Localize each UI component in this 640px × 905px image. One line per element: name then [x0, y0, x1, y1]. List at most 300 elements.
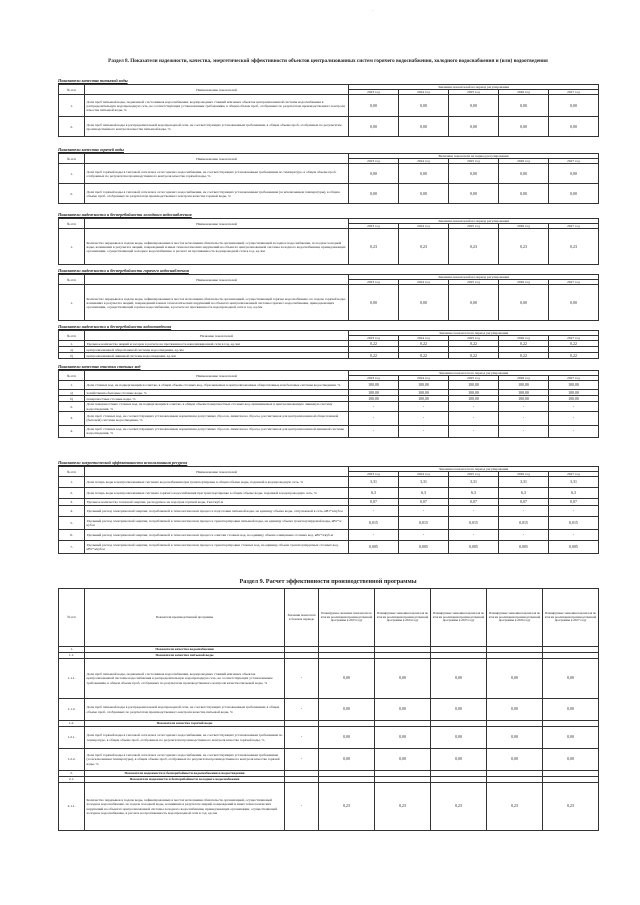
section9-title: Раздел 9. Расчет эффективности производственной программы: [239, 578, 417, 585]
year-header: 2024 год: [399, 159, 449, 164]
row-value: 100,00: [349, 396, 399, 402]
row-value: 0,00: [431, 727, 487, 749]
row-value: 100,00: [499, 381, 549, 390]
row-value: -: [449, 530, 499, 541]
table-row: [59, 381, 599, 390]
row-number: 1.: [59, 381, 85, 390]
table-row: [59, 95, 599, 117]
table-sewerage-reliability: [58, 330, 599, 359]
row-value: 0,00: [543, 659, 599, 699]
section-name: Показатели надежности и бесперебойности водоснабжения и водоотведения: [85, 771, 285, 777]
num-header: № п/п: [59, 85, 85, 95]
row-value: 0,005: [399, 541, 449, 554]
t3-heading: Показатели надежности и бесперебойности холодного водоснабжения: [58, 212, 192, 217]
header-y2023: Планируемое значение показателя по итогам реализации производственной программы в 2023 году: [319, 589, 375, 647]
base-value: -: [285, 783, 319, 831]
row-value: 0,22: [399, 341, 449, 347]
row-number: 1.: [59, 164, 85, 184]
row-value: -: [549, 411, 599, 425]
year-header: 2024 год: [399, 376, 449, 381]
period-header: Значения показателя на период регулирования: [349, 467, 599, 472]
row-name: Доля проб питьевой воды, подаваемой с источников водоснабжения, водопроводных станций или иных объектов централизованной системы водоснабжения в распределительную водопроводную сеть, не соответствующих установленным требованиям, в общем объеме проб, отобранных по результатам производственного контроля качества питьевой воды, %: [85, 95, 349, 117]
row-number: 3.: [59, 499, 85, 506]
row-value: -: [399, 425, 449, 437]
year-header: 2025 год: [449, 90, 499, 95]
year-header: 2026 год: [499, 376, 549, 381]
row-name: Доля проб горячей воды в тепловой сети или в сети горячего водоснабжения, не соответствующих установленным требованиям (за исключением температуры), в общем объеме проб, отобранных по результатам производственного контроля качества горячей воды, %: [85, 749, 285, 771]
row-value: 0,00: [375, 727, 431, 749]
table-hot-water-reliability: [58, 274, 599, 321]
row-value: 0,23: [487, 783, 543, 831]
header-y2026: Планируемые значения показателя по итогам реализации производственной программы в 2026 году: [487, 589, 543, 647]
row-number: 2.: [59, 184, 85, 204]
row-value: 0,07: [399, 499, 449, 506]
year-header: 2026 год: [499, 280, 549, 285]
row-number: 2.: [59, 771, 85, 777]
row-value: -: [399, 530, 449, 541]
row-value: -: [349, 411, 399, 425]
row-value: 0,00: [487, 749, 543, 771]
row-value: -: [349, 530, 399, 541]
row-number: 2.1.1.: [59, 783, 85, 831]
row-value: 0,23: [319, 783, 375, 831]
row-value: 100,00: [399, 381, 449, 390]
row-value: 6,3: [499, 488, 549, 499]
row-value: 0,00: [449, 285, 499, 321]
row-number: б): [59, 353, 85, 359]
table-row: [59, 425, 599, 437]
row-value: 3,31: [349, 477, 399, 488]
row-value: 0,22: [549, 341, 599, 347]
section-name: Показатели качества горячей воды: [85, 721, 285, 727]
row-name: Доля проб сточных вод, не соответствующих установленным нормативам допустимых сбросов, лимитам на сбросы, рассчитанная для централизованной ливневой системы водоотведения, %: [85, 425, 349, 437]
row-value: 0,23: [431, 783, 487, 831]
row-name: Доля потерь воды в централизованных системах горячего водоснабжения при транспортировке в общем объеме воды, поданной в водопроводную сеть, %: [85, 488, 349, 499]
row-value: -: [499, 411, 549, 425]
year-header: 2023 год: [349, 336, 399, 341]
table-row: [59, 117, 599, 137]
row-name: Удельный расход электрической энергии, потребляемой в технологическом процессе очистки сточных вод, на единицу объема очищаемых сточных вод, кВт*ч/куб.м: [85, 530, 349, 541]
year-header: 2023 год: [349, 90, 399, 95]
name-header: Наименование показателей: [85, 85, 349, 95]
section-name: Показатели качества водоснабжения: [85, 647, 285, 653]
row-value: -: [449, 506, 499, 517]
row-value: 100,00: [349, 390, 399, 396]
table-row: [59, 506, 599, 517]
year-header: 2027 год: [549, 376, 599, 381]
header-y2025: Планируемые значения показателя по итогам реализации производственной программы в 2025 году: [431, 589, 487, 647]
table-row: [59, 530, 599, 541]
table-row: [59, 229, 599, 265]
row-value: 0,00: [349, 117, 399, 137]
table-row: [59, 411, 599, 425]
row-number: 3.: [59, 411, 85, 425]
table-row: [59, 285, 599, 321]
row-value: 0,22: [449, 341, 499, 347]
name-header: Наименование показателей: [85, 467, 349, 477]
row-value: 0,22: [349, 353, 399, 359]
row-value: 0,23: [375, 783, 431, 831]
row-value: 0,00: [431, 749, 487, 771]
row-value: 0,00: [499, 164, 549, 184]
row-number: 6.: [59, 530, 85, 541]
row-number: 4.: [59, 425, 85, 437]
row-value: 0,22: [499, 353, 549, 359]
row-name: централизованной ливневой системы водоотведения, ед./км: [85, 353, 349, 359]
year-header: 2027 год: [549, 159, 599, 164]
table-row: [59, 517, 599, 530]
period-header: Величина показателя на период регулирования: [349, 154, 599, 159]
row-value: 0,005: [349, 541, 399, 554]
table-wastewater-treatment: [58, 370, 599, 438]
year-header: 2027 год: [549, 472, 599, 477]
year-header: 2025 год: [449, 159, 499, 164]
row-value: -: [349, 425, 399, 437]
scan-mark: ·: [372, 8, 374, 13]
row-value: 0,00: [449, 117, 499, 137]
row-value: 0,00: [543, 727, 599, 749]
row-value: -: [549, 425, 599, 437]
row-number: 1.2.1.: [59, 727, 85, 749]
base-value: -: [285, 659, 319, 699]
row-name: Доля проб питьевой воды в распределительной водопроводной сети, не соответствующих установленным требованиям, в общем объеме проб, отобранных по результатам производственного контроля качества питьевой воды, %: [85, 117, 349, 137]
name-header: Наименование показателей: [85, 219, 349, 229]
row-value: -: [549, 530, 599, 541]
row-value: 0,07: [349, 499, 399, 506]
table-row: [59, 499, 599, 506]
name-header: Наименование показателей: [85, 275, 349, 285]
row-value: 100,00: [499, 396, 549, 402]
row-value: 6,3: [349, 488, 399, 499]
row-number: 1.: [59, 229, 85, 265]
row-value: -: [499, 506, 549, 517]
table-row: [59, 659, 599, 699]
row-value: 0,00: [487, 659, 543, 699]
name-header: Наименование показателей: [85, 371, 349, 381]
row-value: -: [499, 530, 549, 541]
row-number: 1.1.1.: [59, 659, 85, 699]
period-header: Значения показателей на период регулирования: [349, 85, 599, 90]
table-row: [59, 488, 599, 499]
row-value: 0,00: [375, 659, 431, 699]
row-number: 4.: [59, 506, 85, 517]
row-number: 2.: [59, 117, 85, 137]
row-value: 0,00: [349, 164, 399, 184]
t4-heading: Показатели надежности и бесперебойности горячего водоснабжения: [58, 268, 189, 273]
row-value: 0,015: [449, 517, 499, 530]
row-name: Количество перерывов в подаче воды, зафиксированных в местах исполнения обязательств организацией, осуществляющей холодное водоснабжение, по подаче холодной воды, возникших в результате аварий, повреждений и иных технологических нарушений на объектах централизованной системы холодного водоснабжения, принадлежащих организации, осуществляющей холодное водоснабжение, в расчете на протяженность водопроводной сети в год, ед./км: [85, 229, 349, 265]
row-value: 0,23: [399, 229, 449, 265]
table-drinking-water-quality: [58, 84, 599, 137]
year-header: 2027 год: [549, 90, 599, 95]
row-value: -: [449, 411, 499, 425]
year-header: 2026 год: [499, 472, 549, 477]
row-value: 0,23: [549, 229, 599, 265]
row-value: -: [449, 425, 499, 437]
header-y2024: Планируемые значения показателя по итогам реализации производственной программы в 2024 году: [375, 589, 431, 647]
t6-heading: Показатели качества очистки сточных вод: [58, 364, 141, 369]
year-header: 2024 год: [399, 90, 449, 95]
row-value: 0,00: [549, 285, 599, 321]
row-value: -: [349, 402, 399, 411]
row-number: 1.2.: [59, 721, 85, 727]
row-value: 0,005: [449, 541, 499, 554]
header-base: Значения показателя в базовом периоде: [285, 589, 319, 647]
t7-heading: Показатели энергетической эффективности использования ресурсов: [58, 460, 188, 465]
row-number: 1.: [59, 95, 85, 117]
row-value: -: [499, 425, 549, 437]
row-value: -: [399, 411, 449, 425]
table-row: [59, 783, 599, 831]
row-value: 0,00: [319, 727, 375, 749]
row-name: Доля проб горячей воды в тепловой сети или в сети горячего водоснабжения, не соответствующих установленным требованиям (за исключением температуры), в общем объеме проб, отобранных по результатам производственного контроля качества горячей воды, %: [85, 184, 349, 204]
year-header: 2023 год: [349, 159, 399, 164]
year-header: 2024 год: [399, 336, 449, 341]
row-value: 0,00: [543, 699, 599, 721]
row-value: -: [449, 402, 499, 411]
row-value: 6,3: [449, 488, 499, 499]
year-header: 2026 год: [499, 336, 549, 341]
row-value: 0,00: [549, 117, 599, 137]
row-value: 0,00: [319, 659, 375, 699]
row-name: Доля проб питьевой воды в распределительной водопроводной сети, не соответствующих установленным требованиям, в общем объеме проб, отобранных по результатам производственного контроля качества питьевой воды, %: [85, 699, 285, 721]
year-header: 2023 год: [349, 376, 399, 381]
row-value: 0,07: [549, 499, 599, 506]
table-row: [59, 749, 599, 771]
t2-heading: Показатели качества горячей воды: [58, 147, 124, 152]
year-header: 2025 год: [449, 280, 499, 285]
row-value: 0,00: [349, 184, 399, 204]
year-header: 2025 год: [449, 472, 499, 477]
year-header: 2025 год: [449, 224, 499, 229]
row-name: Удельное количество тепловой энергии, расходуемое на подогрев горячей воды, Гкал/куб.м: [85, 499, 349, 506]
row-value: 0,22: [449, 353, 499, 359]
row-name: Доля проб питьевой воды, подаваемой с источников водоснабжения, водопроводных станций или иных объектов централизованной системы водоснабжения в распределительную водопроводную сеть, не соответствующих установленным требованиям, в общем объеме проб, отобранных по результатам производственного контроля качества питьевой воды, %: [85, 659, 285, 699]
num-header: № п/п: [59, 467, 85, 477]
row-value: 6,3: [549, 488, 599, 499]
row-name: поверхностные сточные воды, %: [85, 396, 349, 402]
row-name: централизованной общесплавной системы водоотведения, ед./км: [85, 347, 349, 353]
base-value: -: [285, 727, 319, 749]
base-value: -: [285, 749, 319, 771]
row-value: 0,00: [499, 117, 549, 137]
row-number: 1.: [59, 285, 85, 321]
year-header: 2023 год: [349, 280, 399, 285]
year-header: 2023 год: [349, 472, 399, 477]
year-header: 2027 год: [549, 336, 599, 341]
year-header: 2025 год: [449, 376, 499, 381]
row-value: 0,005: [499, 541, 549, 554]
row-value: 0,00: [549, 184, 599, 204]
row-value: 0,22: [499, 341, 549, 347]
period-header: Значения показателей на период регулирования: [349, 275, 599, 280]
year-header: 2023 год: [349, 224, 399, 229]
row-value: 0,00: [499, 184, 549, 204]
row-value: 0,00: [399, 164, 449, 184]
row-value: 0,00: [399, 95, 449, 117]
row-name: Количество перерывов в подаче воды, зафиксированных в местах исполнения обязательств организацией, осуществляющей горячее водоснабжение, по подаче горячей воды, возникших в результате аварий, повреждений и иных технологических нарушений на объектах централизованной системы горячего водоснабжения, принадлежащих организации, осуществляющей горячее водоснабжение, в расчете на протяженность водопроводной сети в год, ед./км: [85, 285, 349, 321]
period-header: Значения показателей на период регулирования: [349, 219, 599, 224]
row-value: -: [399, 402, 449, 411]
row-name: Количество перерывов в подаче воды, зафиксированных в местах исполнения обязательств организацией, осуществляющей холодное водоснабжение, по подаче холодной воды, возникших в результате аварий, повреждений и иных технологических нарушений на объектах централизованной системы холодного водоснабжения, принадлежащих организации, осуществляющей холодное водоснабжение, в расчете на протяженность водопроводной сети в год, ед./км: [85, 783, 285, 831]
row-value: 0,00: [499, 95, 549, 117]
row-value: 0,00: [499, 285, 549, 321]
row-number: 2.: [59, 402, 85, 411]
row-value: 6,3: [399, 488, 449, 499]
period-header: Значения показателя на период регулирования: [349, 371, 599, 376]
row-name: Доля сточных вод, не подвергающихся очистке, в общем объеме сточных вод, сбрасываемых в централизованные общесплавные или бытовые системы водоотведения, %: [85, 381, 349, 390]
table-program-efficiency: [58, 588, 599, 831]
row-name: хозяйственно-бытовые сточные воды, %: [85, 390, 349, 396]
row-name: Удельный расход электрической энергии, потребляемой в технологическом процессе транспортировки сточных вод, на единицу объема транспортируемых сточных вод, кВт*ч/куб.м: [85, 541, 349, 554]
year-header: 2024 год: [399, 280, 449, 285]
num-header: № п/п: [59, 154, 85, 164]
row-value: 100,00: [499, 390, 549, 396]
row-value: 0,22: [349, 341, 399, 347]
t1-heading: Показатели качества питьевой воды: [58, 78, 128, 83]
table-cold-water-reliability: [58, 218, 599, 265]
row-value: 100,00: [549, 396, 599, 402]
row-value: 0,00: [375, 699, 431, 721]
row-value: -: [399, 506, 449, 517]
row-value: 0,015: [549, 517, 599, 530]
num-header: № п/п: [59, 275, 85, 285]
row-value: 0,00: [349, 285, 399, 321]
row-name: Доля потерь воды в централизованных системах водоснабжения при транспортировке в общем объеме воды, поданной в водопроводную сеть, %: [85, 477, 349, 488]
row-value: 0,00: [375, 749, 431, 771]
row-number: 7.: [59, 541, 85, 554]
row-value: 0,23: [349, 229, 399, 265]
table-row: [59, 402, 599, 411]
row-value: 100,00: [399, 390, 449, 396]
row-value: 0,00: [349, 95, 399, 117]
row-value: 0,07: [449, 499, 499, 506]
year-header: 2027 год: [549, 224, 599, 229]
row-value: 3,31: [499, 477, 549, 488]
row-value: -: [499, 402, 549, 411]
row-value: 0,07: [499, 499, 549, 506]
row-value: 100,00: [349, 381, 399, 390]
row-value: 0,22: [549, 353, 599, 359]
row-value: 0,00: [399, 117, 449, 137]
row-value: 0,00: [399, 184, 449, 204]
row-value: 0,00: [431, 699, 487, 721]
row-value: 3,31: [549, 477, 599, 488]
header-name: Показатели производственной программы: [85, 589, 285, 647]
row-value: 0,00: [431, 659, 487, 699]
section-name: Показатели надежности и бесперебойности холодного водоснабжения: [85, 777, 285, 783]
year-header: 2026 год: [499, 159, 549, 164]
period-header: Значение показателя на период регулирования: [349, 331, 599, 336]
row-name: Доля проб горячей воды в тепловой сети или в сети горячего водоснабжения, не соответствующих установленным требованиям по температуре, в общем объеме проб, отобранных по результатам производственного контроля качества горячей воды, %: [85, 164, 349, 184]
table-row: [59, 541, 599, 554]
header-num: № п/п: [59, 589, 85, 647]
row-value: 100,00: [449, 396, 499, 402]
row-name: Удельное количество аварий и засоров в расчете на протяженность канализационной сети в год, ед./км: [85, 341, 349, 347]
row-name: Доля проб горячей воды в тепловой сети или в сети горячего водоснабжения, не соответствующих установленным требованиям по температуре, в общем объеме проб, отобранных по результатам производственного контроля качества горячей воды, %: [85, 727, 285, 749]
row-name: Доля проб сточных вод, не соответствующих установленным нормативам допустимых сбросов, лимитам на сбросы, рассчитанная для централизованной общесплавной (бытовой) системы водоотведения, %: [85, 411, 349, 425]
row-number: 1.: [59, 341, 85, 347]
row-number: 2.: [59, 488, 85, 499]
row-number: 5.: [59, 517, 85, 530]
row-value: -: [549, 402, 599, 411]
row-value: 100,00: [399, 396, 449, 402]
row-number: а): [59, 347, 85, 353]
row-name: Доля поверхностных сточных вод, не подвергающихся очистке, в общем объеме поверхностных сточных вод, принимаемых в централизованную ливневую систему водоотведения, %: [85, 402, 349, 411]
table-row: [59, 477, 599, 488]
row-number: 1.1.: [59, 653, 85, 659]
row-value: -: [349, 506, 399, 517]
year-header: 2024 год: [399, 472, 449, 477]
row-number: б): [59, 396, 85, 402]
row-value: 100,00: [549, 381, 599, 390]
row-value: 0,005: [549, 541, 599, 554]
row-value: 0,00: [487, 699, 543, 721]
year-header: 2025 год: [449, 336, 499, 341]
section-name: Показатели качества питьевой воды: [85, 653, 285, 659]
year-header: 2026 год: [499, 90, 549, 95]
row-number: 1.: [59, 647, 85, 653]
row-number: 1.: [59, 477, 85, 488]
row-value: -: [549, 506, 599, 517]
year-header: 2024 год: [399, 224, 449, 229]
table-row: [59, 164, 599, 184]
row-value: 0,00: [449, 184, 499, 204]
row-value: 0,015: [399, 517, 449, 530]
row-value: 0,00: [319, 749, 375, 771]
header-y2027: Планируемые значения показателя по итогам реализации производственной программы в 2027 году: [543, 589, 599, 647]
table-row: [59, 699, 599, 721]
num-header: № п/п: [59, 331, 85, 341]
row-value: 100,00: [449, 390, 499, 396]
row-value: 100,00: [549, 390, 599, 396]
row-value: 3,31: [399, 477, 449, 488]
row-number: 1.1.2.: [59, 699, 85, 721]
row-value: 3,31: [449, 477, 499, 488]
row-value: 0,015: [499, 517, 549, 530]
row-value: 0,23: [499, 229, 549, 265]
section8-title: Раздел 8. Показатели надежности, качества, энергетической эффективности объектов централизованных систем горячего водоснабжения, холодного водоснабжения и (или) водоотведения: [108, 58, 548, 64]
row-value: 0,00: [549, 164, 599, 184]
year-header: 2027 год: [549, 280, 599, 285]
year-header: 2026 год: [499, 224, 549, 229]
row-value: 0,00: [399, 285, 449, 321]
row-value: 0,00: [487, 727, 543, 749]
row-value: 0,00: [543, 749, 599, 771]
row-value: 0,23: [449, 229, 499, 265]
row-number: 2.1.: [59, 777, 85, 783]
row-value: 0,00: [549, 95, 599, 117]
row-value: 0,00: [319, 699, 375, 721]
row-name: Удельный расход электрической энергии, потребляемой в технологическом процессе подготовки питьевой воды, на единицу объема воды, отпускаемой в сеть, кВт*ч/куб.м: [85, 506, 349, 517]
table-energy-efficiency: [58, 466, 599, 554]
row-number: 1.2.2.: [59, 749, 85, 771]
row-value: 0,22: [399, 353, 449, 359]
name-header: Наименование показателей: [85, 154, 349, 164]
table-row: [59, 353, 599, 359]
table-row: [59, 727, 599, 749]
row-value: 0,23: [543, 783, 599, 831]
base-value: -: [285, 699, 319, 721]
num-header: № п/п: [59, 371, 85, 381]
name-header: Название показателей: [85, 331, 349, 341]
row-value: 0,00: [449, 95, 499, 117]
num-header: № п/п: [59, 219, 85, 229]
t5-heading: Показатели надежности и бесперебойности водоотведения: [58, 324, 172, 329]
row-value: 100,00: [449, 381, 499, 390]
row-name: Удельный расход электрической энергии, потребляемой в технологическом процессе транспортировки питьевой воды, на единицу объема транспортируемой воды, кВт*ч/куб.м: [85, 517, 349, 530]
row-value: 0,00: [449, 164, 499, 184]
